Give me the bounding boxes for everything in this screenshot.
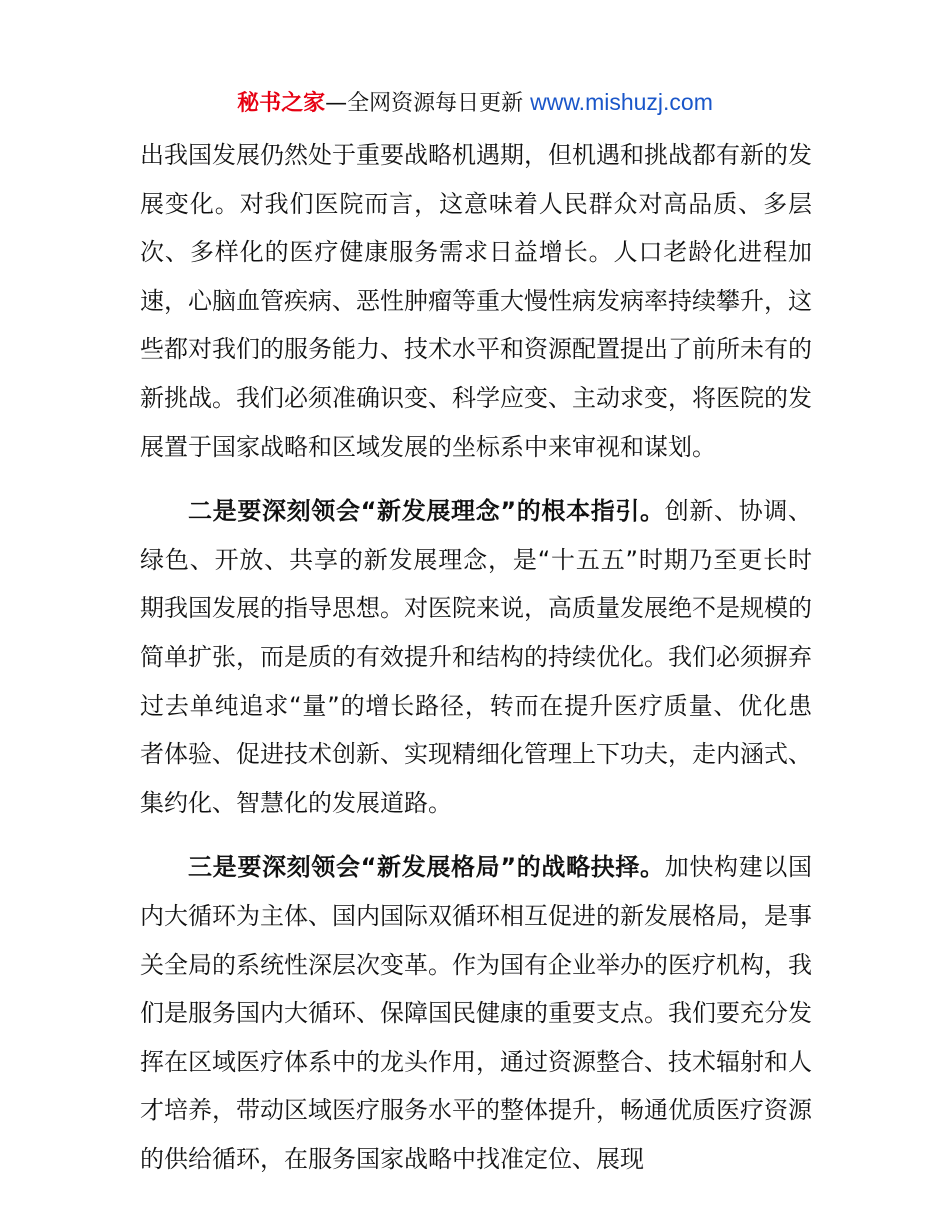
paragraph-2-text: 创新、协调、绿色、开放、共享的新发展理念，是“十五五”时期乃至更长时期我国发展的指导思想。对医院来说，高质量发展绝不是规模的简单扩张，而是质的有效提升和结构的持续优化。我们必须摒弃过去单纯追求“量”的增长路径，转而在提升医疗质量、优化患者体验、促进技术创新、实现精细化管理上下功夫，走内涵式、集约化、智慧化的发展道路。	[140, 497, 813, 817]
page-header	[0, 84, 950, 122]
paragraph-2-heading: 二是要深刻领会“新发展理念”的根本指引。	[188, 497, 665, 526]
paragraph-3	[140, 843, 812, 1183]
brand-name: 秘书之家	[237, 91, 326, 116]
paragraph-1	[140, 131, 812, 471]
site-link[interactable]: www.mishuzj.com	[530, 89, 713, 115]
paragraph-2	[140, 487, 812, 827]
header-tagline: —全网资源每日更新	[325, 91, 524, 116]
paragraph-3-text: 加快构建以国内大循环为主体、国内国际双循环相互促进的新发展格局，是事关全局的系统性深层次变革。作为国有企业举办的医疗机构，我们是服务国内大循环、保障国民健康的重要支点。我们要充分发挥在区域医疗体系中的龙头作用，通过资源整合、技术辐射和人才培养，带动区域医疗服务水平的整体提升，畅通优质医疗资源的供给循环，在服务国家战略中找准定位、展现	[140, 853, 813, 1173]
document-body	[140, 131, 812, 1183]
paragraph-1-text: 出我国发展仍然处于重要战略机遇期，但机遇和挑战都有新的发展变化。对我们医院而言，这意味着人民群众对高品质、多层次、多样化的医疗健康服务需求日益增长。人口老龄化进程加速，心脑血管疾病、恶性肿瘤等重大慢性病发病率持续攀升，这些都对我们的服务能力、技术水平和资源配置提出了前所未有的新挑战。我们必须准确识变、科学应变、主动求变，将医院的发展置于国家战略和区域发展的坐标系中来审视和谋划。	[140, 141, 812, 461]
paragraph-3-heading: 三是要深刻领会“新发展格局”的战略抉择。	[188, 853, 665, 882]
